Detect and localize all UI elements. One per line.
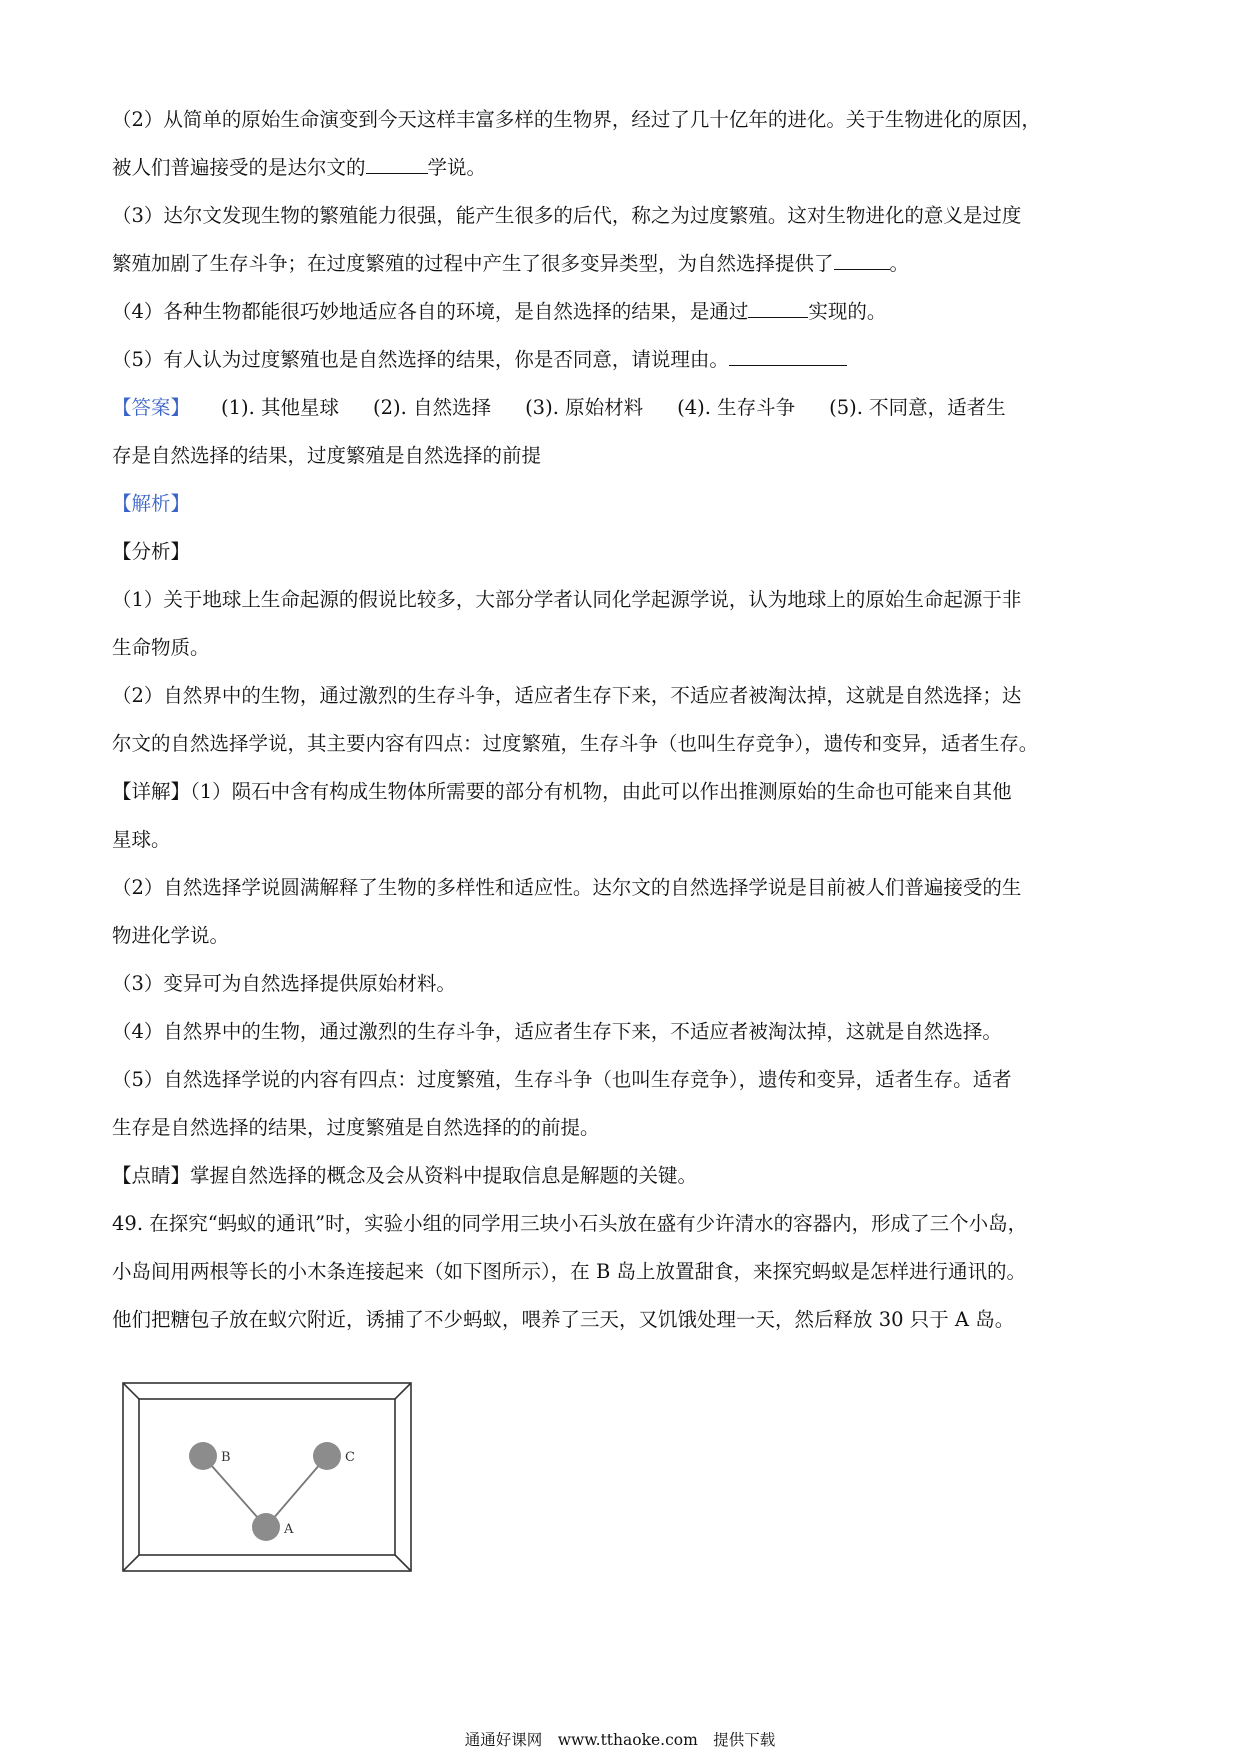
island-b <box>189 1442 217 1470</box>
island-diagram <box>121 1381 413 1573</box>
fenxi-p1-line2: 生命物质。 <box>112 636 210 659</box>
footer-source: 通通好课网 www.tthaoke.com 提供下载 <box>464 1731 776 1749</box>
page-content <box>112 96 1132 1344</box>
q3-line1: （3）达尔文发现生物的繁殖能力很强，能产生很多的后代，称之为过度繁殖。这对生物进化的意义是过度 <box>112 204 1022 227</box>
answer-option: (3). 原始材料 <box>525 396 644 419</box>
dianjing-label: 【点睛】 <box>112 1164 191 1187</box>
q49-line1: 49. 在探究“蚂蚁的通讯”时，实验小组的同学用三块小石头放在盛有少许清水的容器内，形成了三个小岛， <box>112 1212 1028 1235</box>
island-a <box>252 1513 280 1541</box>
answer-blank <box>834 249 890 270</box>
detail-d5-line2: 生存是自然选择的结果，过度繁殖是自然选择的的前提。 <box>112 1116 600 1139</box>
fenxi-p1-line1: （1）关于地球上生命起源的假说比较多，大部分学者认同化学起源学说，认为地球上的原始生命起源于非 <box>112 588 1022 611</box>
detail-label: 【详解】 <box>112 780 191 803</box>
fenxi-p2-line2: 尔文的自然选择学说，其主要内容有四点：过度繁殖，生存斗争（也叫生存竞争），遗传和变异，适者生存。 <box>112 732 1039 755</box>
q2-line1: （2）从简单的原始生命演变到今天这样丰富多样的生物界，经过了几十亿年的进化。关于生物进化的原因， <box>112 108 1041 131</box>
analysis-label: 【解析】 <box>112 492 191 515</box>
island-b-label: B <box>221 1450 231 1465</box>
answer-label: 【答案】 <box>112 396 191 419</box>
detail-line1: 【详解】（1）陨石中含有构成生物体所需要的部分有机物，由此可以作出推测原始的生命也可能来自其他 <box>112 780 1012 803</box>
detail-d2-line1: （2）自然选择学说圆满解释了生物的多样性和适应性。达尔文的自然选择学说是目前被人们普遍接受的生 <box>112 876 1022 899</box>
fenxi-label: 【分析】 <box>112 540 191 563</box>
detail-d4: （4）自然界中的生物，通过激烈的生存斗争，适应者生存下来，不适应者被淘汰掉，这就是自然选择。 <box>112 1020 1002 1043</box>
q3-line2: 繁殖加剧了生存斗争；在过度繁殖的过程中产生了很多变异类型，为自然选择提供了 。 <box>112 240 1132 288</box>
fenxi-p2-line1: （2）自然界中的生物，通过激烈的生存斗争，适应者生存下来，不适应者被淘汰掉，这就是自然选择；达 <box>112 684 1022 707</box>
detail-d2-line2: 物进化学说。 <box>112 924 230 947</box>
island-c <box>313 1442 341 1470</box>
island-c-label: C <box>345 1450 355 1465</box>
detail-d1-line2: 星球。 <box>112 828 171 851</box>
island-a-label: A <box>284 1522 294 1537</box>
answer-option: (4). 生存斗争 <box>677 396 796 419</box>
detail-d3: （3）变异可为自然选择提供原始材料。 <box>112 972 456 995</box>
q49-line2: 小岛间用两根等长的小木条连接起来（如下图所示），在 B 岛上放置甜食，来探究蚂蚁是怎样进行通讯的。 <box>112 1260 1026 1283</box>
answer-option: (1). 其他星球 <box>221 396 340 419</box>
q4-line: （4）各种生物都能很巧妙地适应各自的环境，是自然选择的结果，是通过 实现的。 <box>112 288 1132 336</box>
q5-line: （5）有人认为过度繁殖也是自然选择的结果，你是否同意，请说理由。 <box>112 336 1132 384</box>
dianjing-line: 【点睛】掌握自然选择的概念及会从资料中提取信息是解题的关键。 <box>112 1164 698 1187</box>
answer-line2: 存是自然选择的结果，过度繁殖是自然选择的前提 <box>112 444 542 467</box>
answer-line1 <box>112 384 1132 432</box>
answer-option: (2). 自然选择 <box>373 396 492 419</box>
detail-d5-line1: （5）自然选择学说的内容有四点：过度繁殖，生存斗争（也叫生存竞争），遗传和变异，适者生存。适者 <box>112 1068 1012 1091</box>
answer-blank <box>366 153 428 174</box>
answer-blank <box>729 345 847 366</box>
q2-line2: 被人们普遍接受的是达尔文的 学说。 <box>112 144 1132 192</box>
q49-line3: 他们把糖包子放在蚁穴附近，诱捕了不少蚂蚁，喂养了三天，又饥饿处理一天，然后释放 30 只于 A 岛。 <box>112 1308 1015 1331</box>
answer-blank <box>748 297 808 318</box>
container-frame <box>123 1383 411 1571</box>
answer-option: (5). 不同意，适者生 <box>829 396 1006 419</box>
